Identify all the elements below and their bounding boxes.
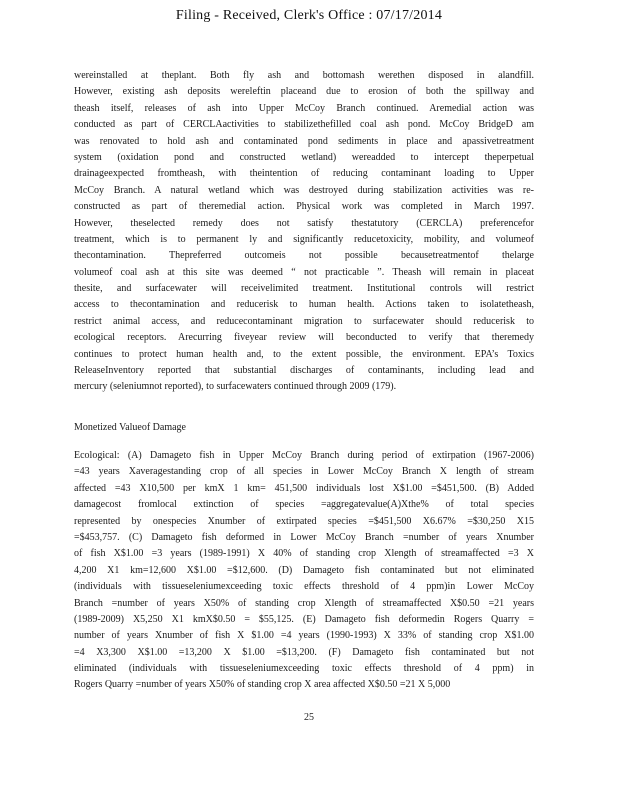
text-line: restrict animal access, and reducecontaminant migration to surfacewater should reducerisk to xyxy=(74,315,534,327)
text-line: (1989-2009) X5,250 X1 kmX$0.50 = $55,125. (E) Damageto fish deformedin Rogers Quarry = xyxy=(74,613,534,625)
paragraph-remedial-action xyxy=(74,68,534,396)
text-line: conducted as part of CERCLAactivities to stabilizethefilled coal ash pond. McCoy BridgeD am xyxy=(74,119,534,131)
text-line: treatment, which is to permanent ly and significantly reducetoxicity, mobility, and volumeof xyxy=(74,233,534,245)
text-line: number of years Xnumber of fish X $1.00 =4 years (1990-1993) X 33% of standing crop X$1.00 xyxy=(74,630,534,642)
text-line: =$453,757. (C) Damageto fish deformed in Lower McCoy Branch =number of years Xnumber xyxy=(74,531,534,543)
text-line: affected =43 X10,500 per kmX 1 km= 451,500 individuals lost X$1.00 =$451,500. (B) Added xyxy=(74,482,534,494)
text-line: Branch =number of years X50% of standing crop Xlength of streamaffected X$0.50 =21 years xyxy=(74,597,534,609)
text-line: mercury (seleniumnot reported), to surfacewaters continued through 2009 (179). xyxy=(74,381,397,393)
text-line: damagecost fromlocal extinction of species =aggregatevalue(A)Xthe% of total species xyxy=(74,499,534,511)
text-line: thesite, and surfacewater will receivelimited treatment. Institutional controls will restrict xyxy=(74,283,534,295)
text-line: However, theselected remedy does not satisfy thestatutory (CERCLA) preferencefor xyxy=(74,217,534,229)
paragraph-ecological-damage xyxy=(74,448,534,694)
text-line: drainageexpected fromtheash, with theintention of reducing contaminant loading to Upper xyxy=(74,168,534,180)
filing-stamp-header: Filing - Received, Clerk's Office : 07/17/2014 xyxy=(175,8,443,23)
text-line: was renovated to hold ash and contaminated pond sediments in place and apassivetreatment xyxy=(74,135,534,147)
text-line: ecological receptors. Arecurring fiveyear review will beconducted to verify that theremedy xyxy=(74,332,534,344)
text-line: of fish X$1.00 =3 years (1989-1991) X 40% of standing crop Xlength of streamaffected =3 X xyxy=(74,548,534,560)
text-line: eliminated (individuals with tissueseleniumexceeding toxic effects threshold of 4 ppm) in xyxy=(74,663,534,675)
text-line: continues to protect human health and, to the extent possible, the environment. EPA’s Toxics xyxy=(74,348,534,360)
text-line: wereinstalled at theplant. Both fly ash and bottomash werethen disposed in alandfill. xyxy=(74,70,534,81)
text-line: Rogers Quarry =number of years X50% of standing crop X area affected X$0.50 =21 X 5,000 xyxy=(74,679,451,691)
page-number: 25 xyxy=(304,712,314,723)
text-line: represented by onespecies Xnumber of extirpated species =$451,500 X6.67% =$30,250 X15 xyxy=(74,515,534,527)
text-line: McCoy Branch. A natural wetland which was destroyed during stabilization activities was re- xyxy=(74,184,534,196)
text-line: =4 X3,300 X$1.00 =13,200 X $1.00 =$13,200. (F) Damageto fish contaminated but not xyxy=(74,646,534,658)
text-line: access to thecontamination and reducerisk to human health. Actions taken to isolatetheash, xyxy=(74,299,534,311)
text-line: thecontamination. Thepreferred outcomeis not possible becausetreatmentof thelarge xyxy=(74,250,534,262)
text-line: constructed as part of theremedial action. Physical work was completed in March 1997. xyxy=(74,201,534,213)
text-line: system (oxidation pond and constructed wetland) wereadded to intercept theperpetual xyxy=(74,151,534,163)
text-line: =43 years Xaveragestanding crop of all species in Lower McCoy Branch X length of stream xyxy=(74,466,534,478)
section-heading-monetized-damage: Monetized Valueof Damage xyxy=(74,422,186,433)
text-line: Ecological: (A) Damageto fish in Upper McCoy Branch during period of extirpation (1967-2006) xyxy=(74,450,534,461)
text-line: 4,200 X1 km=12,600 X$1.00 =$12,600. (D) Damageto fish contaminated but not eliminated xyxy=(74,564,534,576)
text-line: (individuals with tissueseleniumexceeding toxic effects threshold of 4 ppm)in Lower McCoy xyxy=(74,581,534,593)
text-line: theash itself, releases of ash into Upper McCoy Branch continued. Aremedial action was xyxy=(74,102,534,114)
text-line: volumeof coal ash at this site was deemed “ not practicable ”. Theash will remain in placeat xyxy=(74,266,534,278)
text-line: However, existing ash deposits wereleftin placeand due to erosion of both the spillway and xyxy=(74,86,534,98)
text-line: ReleaseInventory reported that substantial discharges of contaminants, including lead and xyxy=(74,365,534,377)
